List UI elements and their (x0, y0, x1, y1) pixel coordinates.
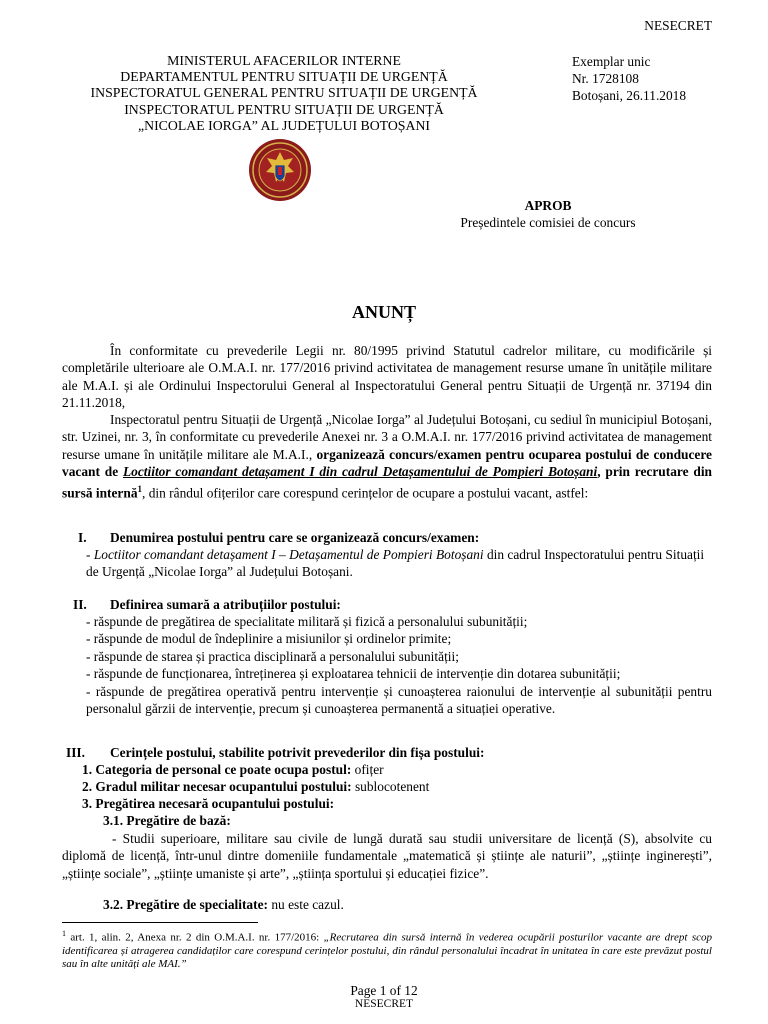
requirement-category (82, 762, 384, 778)
footnote (62, 927, 712, 972)
header-line: „NICOLAE IORGA” AL JUDEȚULUI BOTOȘANI (138, 117, 430, 133)
requirement-rank (82, 779, 429, 795)
section-1-text: din cadrul Inspectoratului pentru Situații de Urgență „Nicolae Iorga” al Județului Botoșani. (86, 547, 705, 580)
intro-text-end: , din rândul ofițerilor care corespund cerințelor de ocupare a postului vacant, astfel: (142, 485, 589, 501)
duties-list (86, 613, 712, 717)
post-title-italic: Loctiitor comandant detașament I – Detașamentul de Pompieri Botoșani (93, 547, 484, 562)
document-reference (572, 53, 686, 104)
duty-item: - răspunde de funcționarea, întreținerea și exploatarea tehnicii de intervenție din dotarea subunității; (86, 666, 621, 682)
requirement-training (82, 796, 334, 812)
subsection-3-1-text: - Studii superioare, militare sau civile de lungă durată sau studii universitare de licență (S), absolvite cu diplomă de licență, într-unul dintre domeniile fundamentale „matematică și științe ale naturii”, „științe inginerești”, „științe sociale”, „științe umaniste și arte”, „știința sportului și educației fizice”. (62, 831, 712, 881)
section-1-title: Denumirea postului pentru care se organizează concurs/examen: (110, 530, 480, 545)
duty-item: - răspunde de starea și practica disciplinară a personalului subunității; (86, 648, 459, 664)
footnote-separator (62, 922, 258, 923)
document-title: ANUNȚ (351, 302, 416, 322)
requirement-value: sublocotenent (351, 779, 430, 794)
place-date: Botoșani, 26.11.2018 (572, 88, 687, 103)
isu-emblem-icon (248, 138, 312, 202)
duty-item: - răspunde de pregătirea operativă pentru intervenție și cunoașterea raionului de intervenție al subunității pentru personalul gărzii de intervenție, precum și cunoașterea permanentă a situației operative. (86, 683, 712, 717)
classification-top: NESECRET (644, 18, 712, 33)
dash: - (86, 547, 94, 562)
requirement-label: 3. Pregătirea necesară ocupantului postului: (82, 796, 335, 811)
section-2-number: II. (73, 597, 87, 612)
approve-subtitle: Președintele comisiei de concurs (460, 215, 636, 230)
classification-bottom: NESECRET (354, 998, 414, 1010)
subsection-3-2-value: nu este cazul. (267, 897, 344, 912)
footnote-reference[interactable]: 1 (137, 483, 143, 494)
requirement-value: ofițer (351, 762, 384, 777)
exemplar: Exemplar unic (572, 54, 651, 69)
subsection-3-2 (103, 897, 344, 913)
header-line: INSPECTORATUL PENTRU SITUAȚII DE URGENȚĂ (124, 101, 444, 117)
subsection-3-1-title: 3.1. Pregătire de bază: (103, 813, 231, 828)
institution-header (58, 53, 510, 134)
footnote-reference-text: art. 1, alin. 2, Anexa nr. 2 din O.M.A.I. nr. 177/2016: (66, 931, 324, 944)
footnote-number: 1 (62, 929, 66, 938)
intro-paragraph-1: În conformitate cu prevederile Legii nr. 80/1995 privind Statutul cadrelor militare, cu modificările și completările ulterioare ale O.M.A.I. nr. 177/2016 privind activitatea de management resurse umane în unitățile militare ale M.A.I. și ale Ordinului Inspectorului General al Inspectoratului General pentru Situații de Urgență nr. 37194 din 21.11.2018, (62, 343, 712, 411)
section-1-number: I. (78, 530, 87, 545)
section-1-body (86, 546, 712, 581)
approve-title: APROB (524, 198, 572, 213)
intro-paragraph-2 (62, 411, 712, 502)
header-line: MINISTERUL AFACERILOR INTERNE (167, 53, 401, 68)
intro-text: Inspectoratul pentru Situații de Urgență „Nicolae Iorga” al Județului Botoșani, cu sediul în municipiul Botoșani, str. Uzinei, nr. 3, în conformitate cu prevederile Anexei nr. 3 a O.M.A.I. nr. 177/2016 privind activitatea de management resurse umane în unitățile militare ale M.A.I., (62, 412, 712, 462)
page-number: Page 1 of 12 (350, 983, 418, 998)
section-3-number: III. (66, 745, 85, 760)
duty-item: - răspunde de pregătirea de specialitate militară și fizică a personalului subunității; (86, 614, 528, 629)
header-line: DEPARTAMENTUL PENTRU SITUAȚII DE URGENȚĂ (120, 69, 448, 85)
header-line: INSPECTORATUL GENERAL PENTRU SITUAȚII DE URGENȚĂ (90, 85, 478, 101)
post-name: Loctiitor comandant detașament I din cadrul Detașamentului de Pompieri Botoșani (122, 464, 598, 480)
registration-number: Nr. 1728108 (572, 71, 639, 86)
intro-bold: organizează concurs/examen pentru ocuparea postului de conducere vacant de (62, 446, 712, 480)
intro-bold-recruitment: , prin recrutare din sursă internă (62, 464, 712, 501)
requirement-label: 1. Categoria de personal ce poate ocupa postul: (82, 762, 352, 777)
subsection-3-2-title: 3.2. Pregătire de specialitate: (103, 897, 268, 912)
footnote-quote: „Recrutarea din sursă internă în vederea ocupării posturilor vacante are drept scop identificarea și atragerea candidaților care corespund cerințelor postului, din rândul personalului încadrat în unitatea în care este prevăzut postul sau în alte unități ale MAI.” (62, 931, 712, 971)
duty-item: - răspunde de modul de îndeplinire a misiunilor și ordinelor primite; (86, 631, 452, 647)
requirement-label: 2. Gradul militar necesar ocupantului postului: (82, 779, 352, 794)
section-3-title: Cerințele postului, stabilite potrivit prevederilor din fișa postului: (110, 745, 485, 760)
section-2-title: Definirea sumară a atribuțiilor postului: (110, 597, 341, 612)
